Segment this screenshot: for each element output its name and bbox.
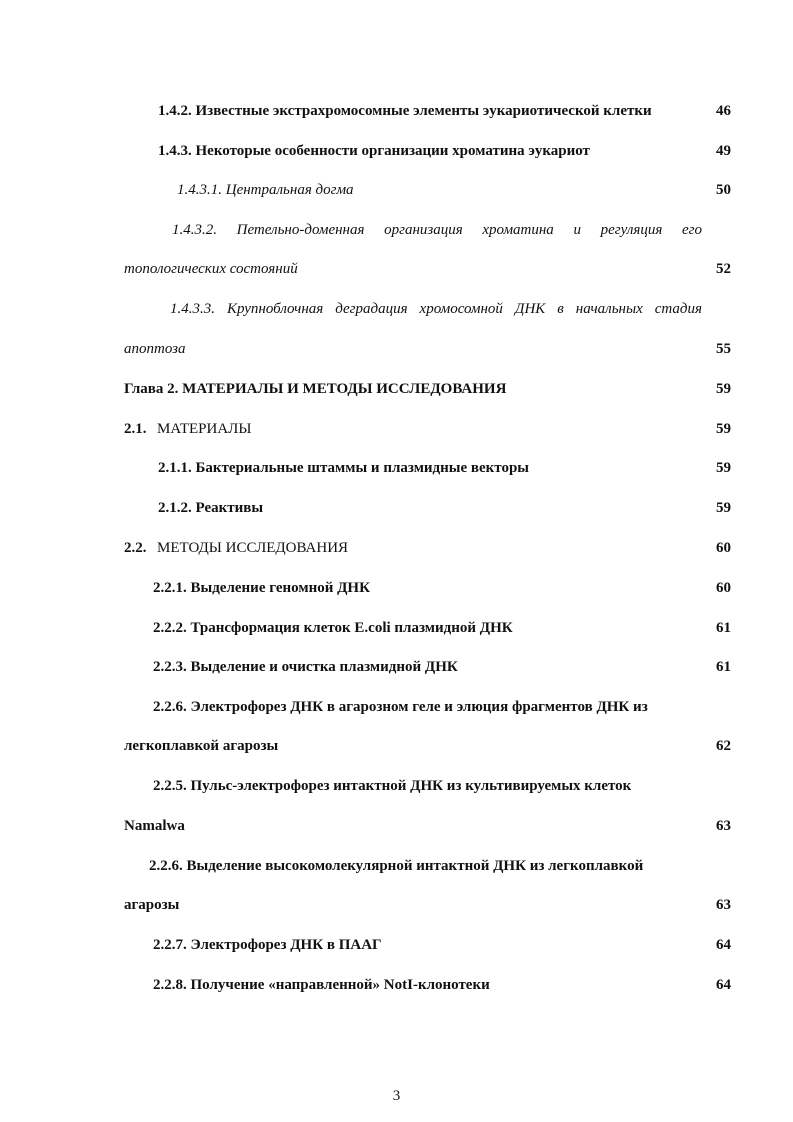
toc-leader: [398, 588, 691, 589]
toc-entry-number: 2.2.: [124, 540, 147, 556]
toc-entry-title: 2.2.1. Выделение геномной ДНК: [153, 580, 370, 596]
toc-entry: [0, 580, 793, 596]
toc-leader: [190, 349, 698, 350]
toc-page-number: 50: [716, 182, 731, 198]
toc-page-number: 59: [716, 381, 731, 397]
toc-page-number: 55: [716, 341, 731, 357]
toc-entry: [0, 500, 793, 516]
toc-entry-title: 2.2.8. Получение «направленной» NotI-клонотеки: [153, 977, 490, 993]
toc-entry: [0, 659, 793, 675]
toc-page-number: 63: [716, 897, 731, 913]
toc-page-number: 63: [716, 818, 731, 834]
toc-leader: [273, 508, 698, 509]
toc-page-number: 52: [716, 261, 731, 277]
toc-entry-title: 2.2.6. Электрофорез ДНК в агарозном геле и элюция фрагментов ДНК из: [153, 699, 648, 715]
toc-entry-line1: [0, 778, 793, 794]
toc-page-number: 59: [716, 460, 731, 476]
toc-entry-line1: [0, 858, 793, 874]
toc-entry-title: 2.2.6. Выделение высокомолекулярной интактной ДНК из легкоплавкой: [149, 858, 644, 874]
toc-page-number: 59: [716, 421, 731, 437]
toc-entry-line1: [0, 222, 793, 238]
toc-entry-title: 1.4.3.2. Петельно-доменная организация хроматина и регуляция его: [172, 222, 702, 238]
toc-leader: [484, 667, 692, 668]
toc-entry-title: 2.2.7. Электрофорез ДНК в ПААГ: [153, 937, 382, 953]
toc-entry-title: МЕТОДЫ ИССЛЕДОВАНИЯ: [157, 540, 349, 556]
toc-entry-title: 1.4.2. Известные экстрахромосомные элементы эукариотической клетки: [158, 103, 652, 119]
toc-entry-line2: [0, 818, 793, 834]
toc-leader: [367, 190, 699, 191]
toc-entry: [0, 103, 793, 119]
toc-entry-title-cont: агарозы: [124, 897, 180, 913]
toc-leader: [187, 905, 695, 906]
toc-page-number: 64: [716, 977, 731, 993]
toc-page-number: 46: [716, 103, 731, 119]
toc-entry-title: МАТЕРИАЛЫ: [157, 421, 252, 437]
toc-entry-title-cont: Namalwa: [124, 818, 185, 834]
toc-page-number: 64: [716, 937, 731, 953]
toc-entry-number: 2.1.: [124, 421, 147, 437]
toc-entry-title-cont: легкоплавкой агарозы: [124, 738, 279, 754]
toc-leader: [260, 429, 698, 430]
toc-entry: [0, 421, 793, 437]
toc-entry: [0, 381, 793, 397]
toc-page-number: 61: [716, 620, 731, 636]
toc-leader: [556, 468, 697, 469]
toc-entry-title: 1.4.3. Некоторые особенности организации хроматина эукариот: [158, 143, 590, 159]
page-number: 3: [392, 1088, 401, 1104]
toc-entry-title: 1.4.3.1. Центральная догма: [177, 182, 354, 198]
toc-entry-line1: [0, 301, 793, 317]
toc-entry: [0, 620, 793, 636]
toc-entry-line1: [0, 699, 793, 715]
toc-leader: [296, 746, 664, 747]
toc-page-number: 61: [716, 659, 731, 675]
toc-entry-title-cont: апоптоза: [124, 341, 186, 357]
toc-page-number: 60: [716, 540, 731, 556]
toc-entry-line2: [0, 341, 793, 357]
toc-entry-title: 2.2.2. Трансформация клеток E.coli плазмидной ДНК: [153, 620, 513, 636]
toc-page-number: 62: [716, 738, 731, 754]
toc-page-number: 49: [716, 143, 731, 159]
toc-leader: [516, 985, 696, 986]
toc-entry: [0, 977, 793, 993]
toc-entry-title: 2.2.3. Выделение и очистка плазмидной ДНК: [153, 659, 458, 675]
toc-page-number: 60: [716, 580, 731, 596]
toc-leader: [672, 111, 700, 112]
toc-entry-line2: [0, 738, 793, 754]
toc-leader: [548, 389, 697, 390]
toc-entry: [0, 460, 793, 476]
toc-entry-title: 2.1.2. Реактивы: [158, 500, 264, 516]
toc-leader: [359, 548, 696, 549]
toc-entry: [0, 540, 793, 556]
toc-entry-title-cont: топологических состояний: [124, 261, 298, 277]
toc-entry-title: 1.4.3.3. Крупноблочная деградация хромосомной ДНК в начальных стадия: [170, 301, 702, 317]
toc-entry-title: Глава 2. МАТЕРИАЛЫ И МЕТОДЫ ИССЛЕДОВАНИЯ: [124, 381, 507, 397]
toc-leader: [318, 269, 698, 270]
toc-leader: [623, 151, 696, 152]
toc-page-number: 59: [716, 500, 731, 516]
toc-entry: [0, 143, 793, 159]
toc-entry-title: 2.2.5. Пульс-электрофорез интактной ДНК из культивируемых клеток: [153, 778, 632, 794]
toc-leader: [193, 826, 670, 827]
toc-entry-title: 2.1.1. Бактериальные штаммы и плазмидные векторы: [158, 460, 530, 476]
toc-entry-line2: [0, 897, 793, 913]
toc-entry-line2: [0, 261, 793, 277]
toc-entry: [0, 182, 793, 198]
toc-leader: [407, 945, 694, 946]
toc-leader: [540, 628, 692, 629]
toc-entry: [0, 937, 793, 953]
